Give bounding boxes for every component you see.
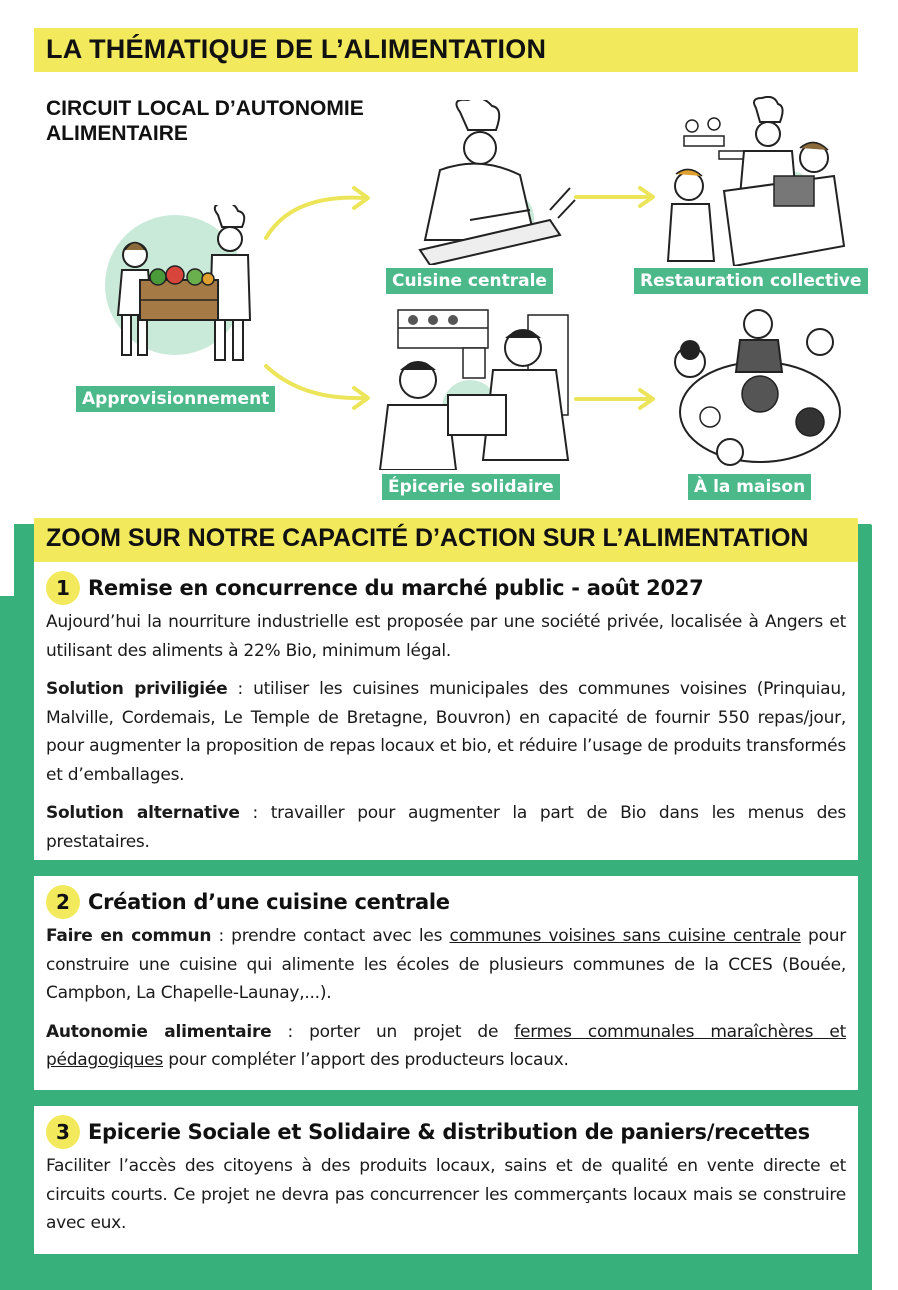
section-subtitle: CIRCUIT LOCAL D’AUTONOMIE ALIMENTAIRE bbox=[46, 97, 364, 145]
label-cuisine-centrale: Cuisine centrale bbox=[386, 268, 553, 294]
card-cuisine-centrale bbox=[34, 876, 858, 1090]
arrow-to-cuisine-icon bbox=[262, 182, 374, 242]
grocery-illustration bbox=[378, 300, 578, 470]
link-communes-voisines: communes voisines sans cuisine centrale bbox=[449, 926, 801, 946]
paragraph-solution-alternative bbox=[46, 799, 846, 856]
label-autonomie-alimentaire: Autonomie alimentaire bbox=[46, 1021, 272, 1042]
page-title: LA THÉMATIQUE DE L’ALIMENTATION bbox=[34, 28, 858, 72]
label-faire-en-commun: Faire en commun bbox=[46, 926, 212, 946]
card-header bbox=[46, 568, 846, 608]
text-solution-alternative: : travailler pour augmenter la part de Bio dans les menus des prestataires. bbox=[46, 803, 846, 852]
label-restauration-collective: Restauration collective bbox=[634, 268, 868, 294]
paragraph-autonomie-alimentaire bbox=[46, 1018, 846, 1075]
paragraph-context: Aujourd’hui la nourriture industrielle est proposée par une société privée, localisée à Angers et utilisant des aliments à 22% Bio, minimum légal. bbox=[46, 612, 846, 661]
label-solution-alternative: Solution alternative bbox=[46, 803, 240, 823]
farmer-and-chef-illustration bbox=[100, 205, 270, 370]
card-header bbox=[46, 1112, 846, 1152]
paragraph-solution-privilegiee bbox=[46, 675, 846, 789]
label-solution-privilegiee: Solution priviligiée bbox=[46, 679, 228, 699]
number-badge: 1 bbox=[46, 571, 80, 605]
zoom-section-title: ZOOM SUR NOTRE CAPACITÉ D’ACTION SUR L’ALIMENTATION bbox=[34, 518, 858, 562]
number-badge: 2 bbox=[46, 885, 80, 919]
text-part: pour compléter l’apport des producteurs locaux. bbox=[163, 1050, 569, 1070]
paragraph-epicerie: Faciliter l’accès des citoyens à des produits locaux, sains et de qualité en vente directe et circuits courts. Ce projet ne devra pas concurrencer les commerçants locaux mais se construire avec eux. bbox=[46, 1156, 846, 1233]
card-marche-public bbox=[34, 562, 858, 860]
label-a-la-maison: À la maison bbox=[688, 474, 811, 500]
arrow-to-maison-icon bbox=[574, 387, 658, 411]
card-title: Remise en concurrence du marché public - août 2027 bbox=[88, 576, 704, 600]
label-epicerie-solidaire: Épicerie solidaire bbox=[382, 474, 560, 500]
text-solution-privilegiee: : utiliser les cuisines municipales des communes voisines (Prinquiau, Malville, Cordemais, Le Temple de Bretagne, Bouvron) en capacité de fournir 550 repas/jour, pour augmenter la proposition de repas locaux et bio, et réduire l’usage de produits transformés et d’emballages. bbox=[46, 679, 846, 785]
family-meal-illustration bbox=[660, 302, 850, 474]
arrow-to-epicerie-icon bbox=[262, 360, 374, 412]
card-title: Epicerie Sociale et Solidaire & distribution de paniers/recettes bbox=[88, 1120, 810, 1144]
text-part: pour construire une cuisine qui alimente les écoles de plusieurs communes de la CCES (Bouée, Campbon, La Chapelle-Launay,...). bbox=[46, 926, 847, 1003]
text-part: : prendre contact avec les bbox=[211, 926, 450, 946]
card-header bbox=[46, 882, 846, 922]
text-part: : porter un projet de bbox=[271, 1021, 515, 1042]
number-badge: 3 bbox=[46, 1115, 80, 1149]
label-approvisionnement: Approvisionnement bbox=[76, 386, 275, 412]
link-fermes-communales: fermes communales maraîchères et pédagogiques bbox=[46, 1021, 846, 1070]
card-epicerie-solidaire bbox=[34, 1106, 858, 1254]
card-title: Création d’une cuisine centrale bbox=[88, 890, 450, 914]
arrow-to-restauration-icon bbox=[574, 185, 658, 209]
paragraph-faire-en-commun bbox=[46, 922, 846, 1008]
chef-cooking-illustration bbox=[400, 100, 580, 265]
school-canteen-illustration bbox=[664, 96, 848, 266]
section-notch bbox=[0, 524, 14, 596]
